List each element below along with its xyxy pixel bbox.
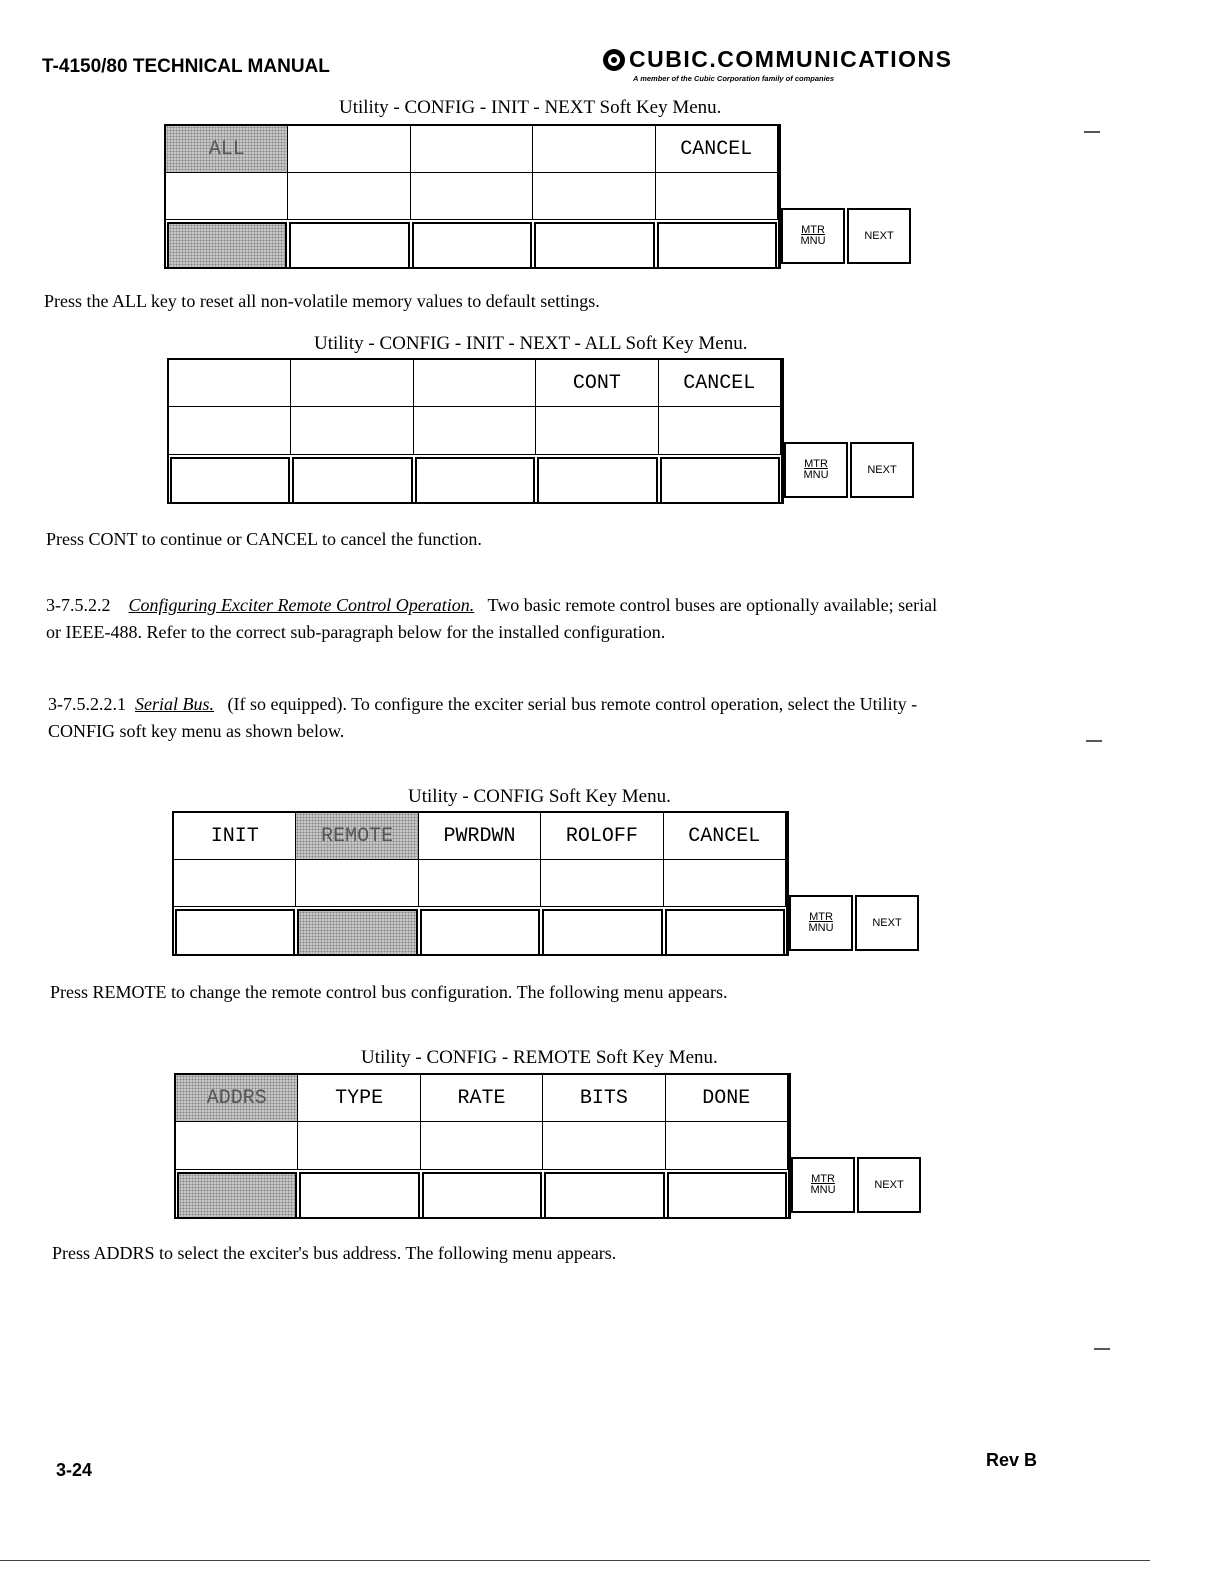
soft-key-blank bbox=[543, 1122, 665, 1169]
hard-key[interactable] bbox=[544, 1172, 664, 1217]
section-text: CONFIG soft key menu as shown below. bbox=[48, 721, 345, 741]
soft-key[interactable] bbox=[411, 126, 533, 173]
soft-key-blank bbox=[291, 407, 413, 454]
hard-key[interactable] bbox=[177, 1172, 297, 1217]
page-number: 3-24 bbox=[56, 1460, 93, 1480]
soft-key-blank bbox=[419, 860, 541, 907]
hard-key[interactable] bbox=[175, 909, 295, 954]
next-key[interactable]: NEXT bbox=[847, 208, 911, 264]
soft-key-blank bbox=[298, 1122, 420, 1169]
company-logo bbox=[603, 46, 1033, 83]
hard-key[interactable] bbox=[665, 909, 785, 954]
soft-key[interactable]: PWRDWN bbox=[419, 813, 541, 860]
hard-key[interactable] bbox=[289, 222, 409, 267]
logo-text: CUBIC.COMMUNICATIONS bbox=[629, 46, 953, 72]
soft-key[interactable]: RATE bbox=[421, 1075, 543, 1122]
hard-key[interactable] bbox=[537, 457, 657, 502]
footer-rule bbox=[0, 1560, 1150, 1561]
soft-key[interactable] bbox=[288, 126, 410, 173]
next-key[interactable]: NEXT bbox=[855, 895, 919, 951]
soft-key-blank bbox=[541, 860, 663, 907]
meter-menu-key[interactable] bbox=[791, 1157, 855, 1213]
soft-key[interactable] bbox=[533, 126, 655, 173]
hard-key[interactable] bbox=[415, 457, 535, 502]
section-title: Serial Bus. bbox=[135, 694, 214, 714]
section-paragraph bbox=[48, 691, 917, 745]
manual-title: T-4150/80 TECHNICAL MANUAL bbox=[42, 56, 330, 77]
soft-key-menu bbox=[164, 124, 912, 269]
menu-caption: Utility - CONFIG Soft Key Menu. bbox=[408, 786, 671, 807]
soft-key-blank bbox=[176, 1122, 298, 1169]
soft-key[interactable]: CANCEL bbox=[656, 126, 778, 173]
mnu-label: MNU bbox=[808, 922, 834, 934]
soft-key[interactable]: CANCEL bbox=[664, 813, 786, 860]
hard-key[interactable] bbox=[422, 1172, 542, 1217]
soft-key[interactable]: BITS bbox=[543, 1075, 665, 1122]
paragraph: Press REMOTE to change the remote control bus configuration. The following menu appears. bbox=[50, 982, 728, 1002]
menu-caption: Utility - CONFIG - INIT - NEXT - ALL Soft Key Menu. bbox=[314, 333, 748, 354]
soft-key[interactable]: REMOTE bbox=[296, 813, 418, 860]
logo-tagline: A member of the Cubic Corporation family of companies bbox=[633, 74, 834, 83]
soft-key-menu bbox=[172, 811, 920, 956]
next-key[interactable]: NEXT bbox=[850, 442, 914, 498]
revision: Rev B bbox=[986, 1450, 1038, 1470]
soft-key-menu bbox=[174, 1073, 922, 1219]
hard-key[interactable] bbox=[170, 457, 290, 502]
hard-key[interactable] bbox=[534, 222, 654, 267]
section-number: 3-7.5.2.2 bbox=[46, 595, 111, 615]
soft-key[interactable]: DONE bbox=[666, 1075, 788, 1122]
soft-key[interactable] bbox=[169, 360, 291, 407]
soft-key[interactable] bbox=[291, 360, 413, 407]
soft-key-blank bbox=[666, 1122, 788, 1169]
soft-key-blank bbox=[414, 407, 536, 454]
soft-key-blank bbox=[536, 407, 658, 454]
hard-key[interactable] bbox=[299, 1172, 419, 1217]
hard-key[interactable] bbox=[412, 222, 532, 267]
mtr-label: MTR bbox=[811, 1173, 835, 1185]
hard-key[interactable] bbox=[667, 1172, 787, 1217]
hard-key[interactable] bbox=[660, 457, 780, 502]
section-paragraph bbox=[46, 592, 937, 646]
meter-menu-key[interactable] bbox=[789, 895, 853, 951]
paragraph: Press the ALL key to reset all non-volatile memory values to default settings. bbox=[44, 291, 600, 311]
mtr-label: MTR bbox=[809, 911, 833, 923]
soft-key-blank bbox=[169, 407, 291, 454]
menu-caption: Utility - CONFIG - INIT - NEXT Soft Key Menu. bbox=[339, 97, 722, 118]
meter-menu-key[interactable] bbox=[781, 208, 845, 264]
section-text: Two basic remote control buses are optionally available; serial bbox=[487, 595, 938, 615]
soft-key-blank bbox=[533, 173, 655, 220]
soft-key-blank bbox=[174, 860, 296, 907]
menu-caption: Utility - CONFIG - REMOTE Soft Key Menu. bbox=[361, 1047, 718, 1068]
soft-key-blank bbox=[664, 860, 786, 907]
margin-mark bbox=[1084, 131, 1100, 133]
soft-key[interactable]: ADDRS bbox=[176, 1075, 298, 1122]
soft-key[interactable]: TYPE bbox=[298, 1075, 420, 1122]
soft-key-blank bbox=[411, 173, 533, 220]
mtr-label: MTR bbox=[804, 458, 828, 470]
section-text: or IEEE-488. Refer to the correct sub-paragraph below for the installed configuration. bbox=[46, 622, 666, 642]
soft-key-blank bbox=[296, 860, 418, 907]
soft-key-menu bbox=[167, 358, 915, 504]
mtr-label: MTR bbox=[801, 224, 825, 236]
hard-key[interactable] bbox=[292, 457, 412, 502]
margin-mark bbox=[1094, 1348, 1110, 1350]
hard-key[interactable] bbox=[167, 222, 287, 267]
section-number: 3-7.5.2.2.1 bbox=[48, 694, 126, 714]
section-text: (If so equipped). To configure the exciter serial bus remote control operation, select the Utility - bbox=[227, 694, 918, 714]
soft-key[interactable] bbox=[414, 360, 536, 407]
soft-key[interactable]: ROLOFF bbox=[541, 813, 663, 860]
soft-key[interactable]: CONT bbox=[536, 360, 658, 407]
soft-key-blank bbox=[288, 173, 410, 220]
hard-key[interactable] bbox=[297, 909, 417, 954]
soft-key[interactable]: INIT bbox=[174, 813, 296, 860]
mnu-label: MNU bbox=[803, 469, 829, 481]
paragraph: Press CONT to continue or CANCEL to cancel the function. bbox=[46, 529, 482, 549]
soft-key-blank bbox=[656, 173, 778, 220]
paragraph: Press ADDRS to select the exciter's bus address. The following menu appears. bbox=[52, 1243, 617, 1263]
hard-key[interactable] bbox=[542, 909, 662, 954]
soft-key[interactable]: ALL bbox=[166, 126, 288, 173]
soft-key-blank bbox=[166, 173, 288, 220]
hard-key[interactable] bbox=[420, 909, 540, 954]
section-title: Configuring Exciter Remote Control Operation. bbox=[128, 595, 475, 615]
soft-key[interactable]: CANCEL bbox=[659, 360, 781, 407]
soft-key-blank bbox=[421, 1122, 543, 1169]
cubic-logo-icon bbox=[603, 49, 625, 71]
margin-mark bbox=[1086, 740, 1102, 742]
meter-menu-key[interactable] bbox=[784, 442, 848, 498]
soft-key-blank bbox=[659, 407, 781, 454]
next-key[interactable]: NEXT bbox=[857, 1157, 921, 1213]
mnu-label: MNU bbox=[810, 1184, 836, 1196]
hard-key[interactable] bbox=[657, 222, 777, 267]
mnu-label: MNU bbox=[800, 235, 826, 247]
